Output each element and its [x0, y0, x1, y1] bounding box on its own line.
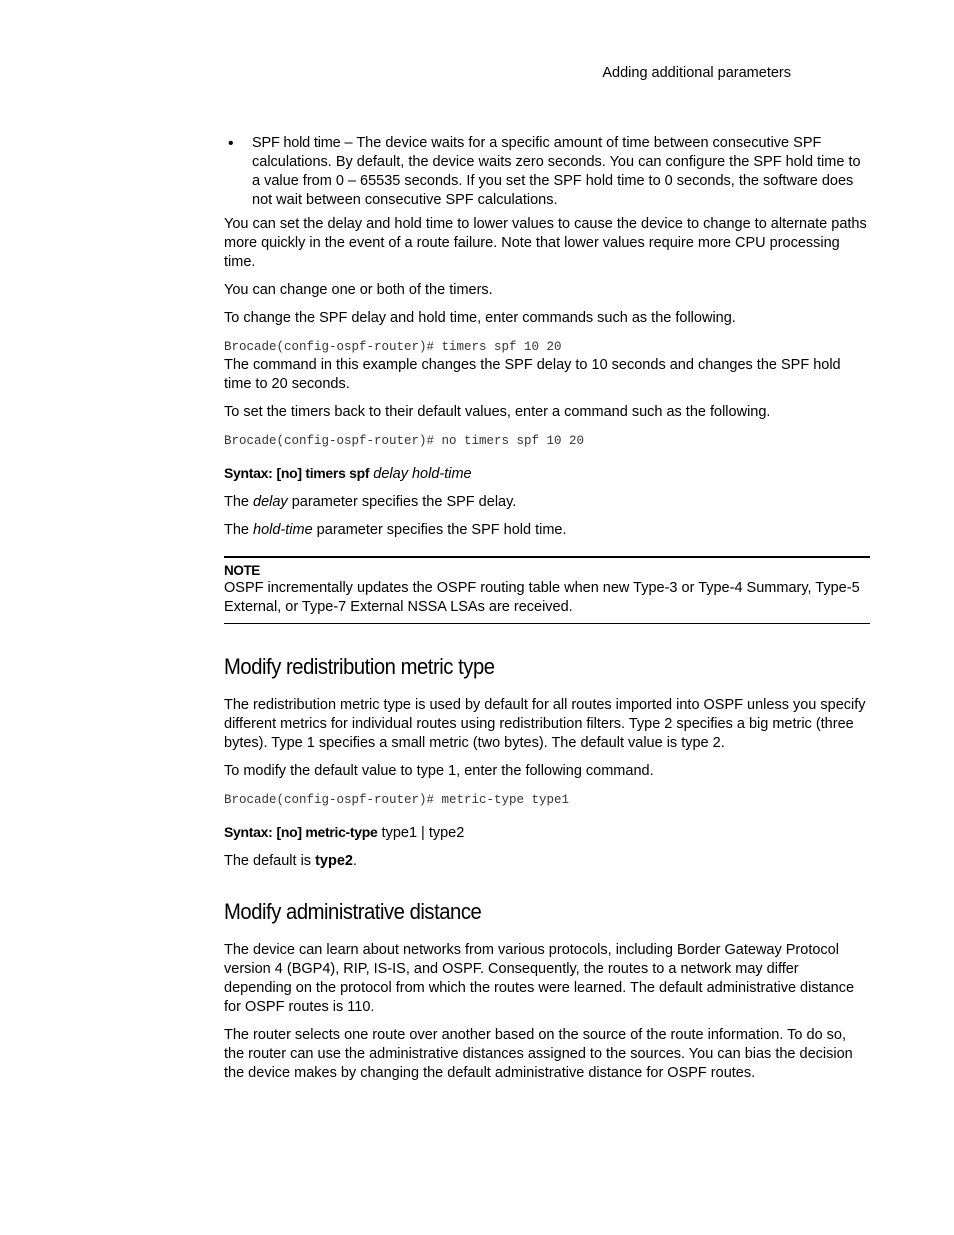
bullet-item-spf-hold-time: [224, 134, 870, 210]
param-hold-term: hold-time: [253, 522, 313, 538]
syntax-metric-type: [224, 823, 870, 843]
syntax-label: Syntax:: [224, 465, 273, 481]
syntax-command: [no] metric-type: [276, 824, 378, 840]
code-example-timers: Brocade(config-ospf-router)# timers spf 10 20: [224, 340, 562, 354]
paragraph-example-explanation: The command in this example changes the SPF delay to 10 seconds and changes the SPF hold time to 20 seconds.: [224, 357, 841, 392]
syntax-args: delay hold-time: [373, 466, 472, 482]
section-heading-redistribution-metric: Modify redistribution metric type: [224, 654, 495, 679]
code-example-metric-type: Brocade(config-ospf-router)# metric-type type1: [224, 793, 570, 807]
paragraph-metric-default: The default is type2.: [224, 853, 357, 869]
param-hold-description: The hold-time parameter specifies the SPF hold time.: [224, 522, 567, 538]
paragraph-metric-type-desc: The redistribution metric type is used by default for all routes imported into OSPF unless you specify different metrics for individual routes using redistribution filters. Type 2 specifies a big metric (three bytes). Type 1 specifies a small metric (two bytes). The default value is type 2.: [224, 697, 866, 751]
syntax-args: type1 | type2: [381, 825, 465, 841]
syntax-command: [no] timers spf: [276, 465, 370, 481]
default-value: type2: [315, 853, 353, 869]
paragraph-change-instructions: To change the SPF delay and hold time, enter commands such as the following.: [224, 310, 736, 326]
code-example-no-timers: Brocade(config-ospf-router)# no timers spf 10 20: [224, 434, 585, 448]
paragraph-admin-distance-desc: The device can learn about networks from various protocols, including Border Gateway Protocol version 4 (BGP4), RIP, IS-IS, and OSPF. Consequently, the routes to a network may differ depending on the protocol from which the routes were learned. The default administrative distance for OSPF routes is 110.: [224, 942, 855, 1015]
bullet-text: – The device waits for a specific amount of time between consecutive SPF calculations. By default, the device waits zero seconds. You can configure the SPF hold time to a value from 0 – 65535 seconds. If you set the SPF hold time to 0 seconds, the software does not wait between consecutive SPF calculations.: [252, 135, 861, 208]
paragraph-admin-distance-bias: The router selects one route over another based on the source of the route information. To do so, the router can use the administrative distances assigned to the sources. You can bias the decision the device makes by changing the default administrative distance for OSPF routes.: [224, 1027, 853, 1081]
bullet-icon: •: [228, 135, 234, 152]
section-heading-admin-distance: Modify administrative distance: [224, 899, 482, 924]
paragraph-metric-type-instruction: To modify the default value to type 1, enter the following command.: [224, 763, 654, 779]
note-box: [224, 556, 870, 624]
page-content: [224, 134, 870, 1092]
paragraph-reset-timers: To set the timers back to their default values, enter a command such as the following.: [224, 404, 771, 420]
bullet-term: SPF hold time: [252, 135, 341, 151]
syntax-timers-spf: [224, 464, 870, 484]
note-text: OSPF incrementally updates the OSPF routing table when new Type-3 or Type-4 Summary, Type-5 External, or Type-7 External NSSA LSAs are received.: [224, 580, 860, 615]
param-delay-term: delay: [253, 494, 288, 510]
running-header: Adding additional parameters: [602, 65, 791, 81]
paragraph-change-timers: You can change one or both of the timers.: [224, 282, 493, 298]
note-label: NOTE: [224, 563, 260, 578]
paragraph-delay-hold: You can set the delay and hold time to lower values to cause the device to change to alternate paths more quickly in the event of a route failure. Note that lower values require more CPU processing time.: [224, 216, 867, 270]
syntax-label: Syntax:: [224, 824, 273, 840]
param-delay-description: The delay parameter specifies the SPF delay.: [224, 494, 517, 510]
